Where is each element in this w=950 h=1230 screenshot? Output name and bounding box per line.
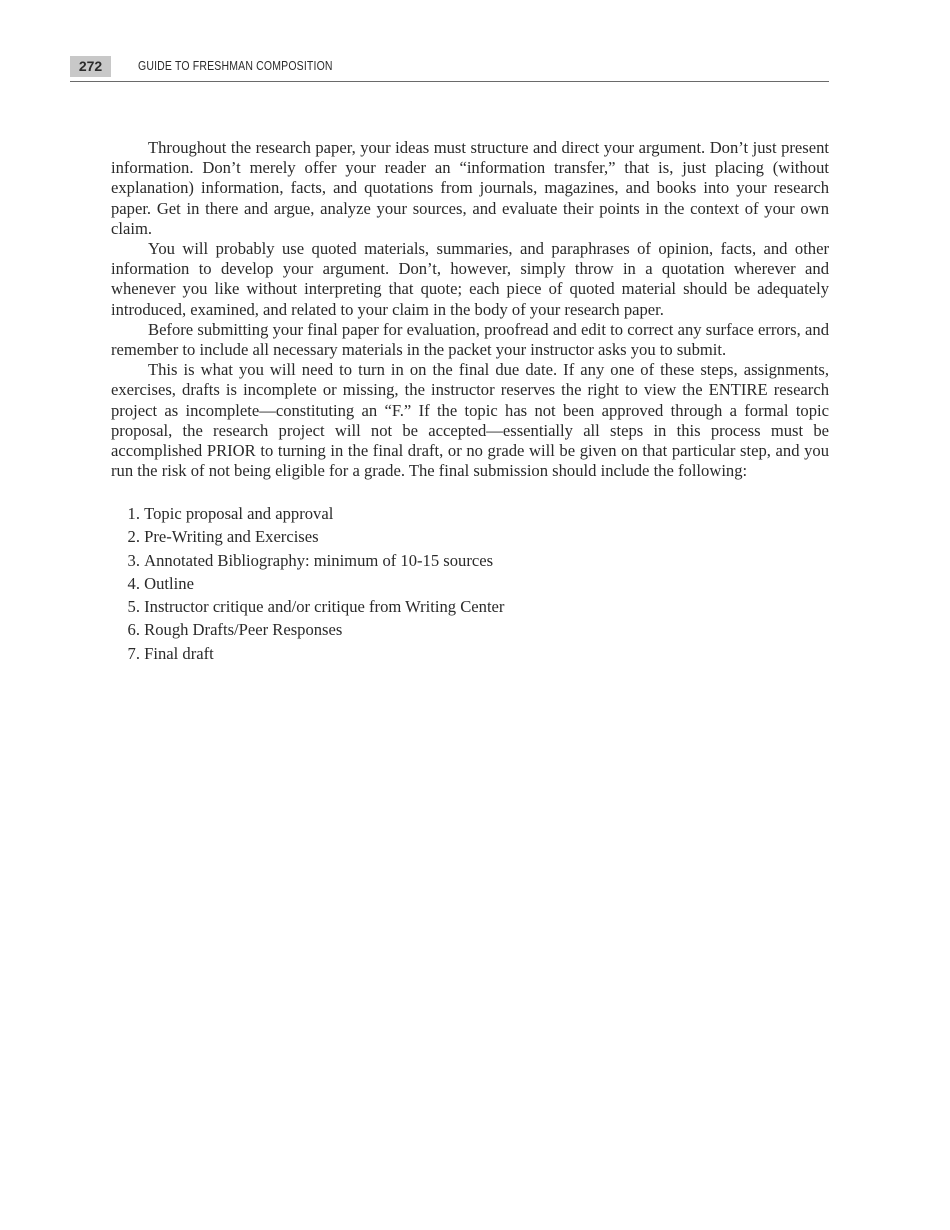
list-item	[111, 642, 711, 665]
page-number: 272	[70, 56, 111, 77]
list-item	[111, 618, 711, 641]
running-head: GUIDE TO FRESHMAN COMPOSITION	[138, 59, 333, 73]
body-text	[111, 138, 829, 481]
list-item-number: 3.	[127, 550, 140, 570]
list-item-text: Final draft	[144, 643, 214, 663]
list-item	[111, 502, 711, 525]
list-item-number: 5.	[127, 597, 140, 617]
list-item-text: Instructor critique and/or critique from Writing Center	[144, 597, 505, 617]
list-item-number: 2.	[127, 527, 140, 547]
list-item-text: Rough Drafts/Peer Responses	[144, 620, 343, 640]
page-header	[70, 56, 829, 82]
list-item-text: Outline	[144, 573, 194, 593]
list-item-text: Pre-Writing and Exercises	[144, 527, 319, 547]
paragraph: Before submitting your final paper for evaluation, proofread and edit to correct any surface errors, and remember to include all necessary materials in the packet your instructor asks you to submit.	[111, 319, 829, 360]
list-item	[111, 549, 711, 572]
list-item-number: 7.	[127, 643, 140, 663]
list-item	[111, 595, 711, 618]
list-item-number: 4.	[127, 573, 140, 593]
list-item	[111, 525, 711, 548]
list-item-number: 6.	[127, 620, 140, 640]
paragraph: Throughout the research paper, your ideas must structure and direct your argument. Don’t just present information. Don’t merely offer your reader an “information transfer,” that is, just placing (without explanation) information, facts, and quotations from journals, magazines, and books into your research paper. Get in there and argue, analyze your sources, and evaluate their points in the context of your own claim.	[111, 138, 829, 238]
list-item	[111, 572, 711, 595]
list-item-number: 1.	[127, 504, 140, 523]
list-item-text: Topic proposal and approval	[144, 504, 334, 523]
list-item-text: Annotated Bibliography: minimum of 10-15 sources	[144, 550, 494, 570]
paragraph: This is what you will need to turn in on the final due date. If any one of these steps, assignments, exercises, drafts is incomplete or missing, the instructor reserves the right to view the ENTIRE research project as incomplete—constituting an “F.” If the topic has not been approved through a formal topic proposal, the research project will not be accepted—essentially all steps in this process must be accomplished PRIOR to turning in the final draft, or no grade will be given on that particular step, and you run the risk of not being eligible for a grade. The final submission should include the following:	[111, 360, 829, 481]
paragraph: You will probably use quoted materials, summaries, and paraphrases of opinion, facts, and other information to develop your argument. Don’t, however, simply throw in a quotation wherever and whenever you like without interpreting that quote; each piece of quoted material should be adequately introduced, examined, and related to your claim in the body of your research paper.	[111, 239, 829, 319]
submission-checklist	[111, 502, 711, 665]
